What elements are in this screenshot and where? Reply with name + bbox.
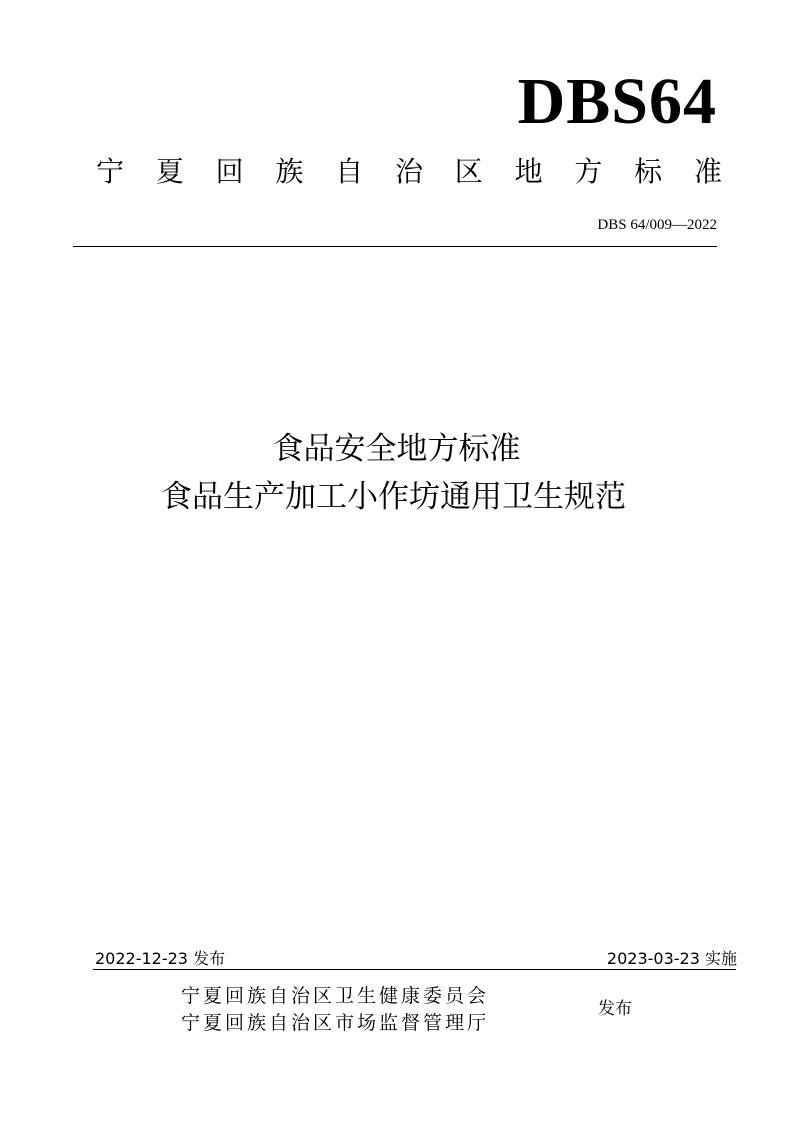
document-title-line-1: 食品安全地方标准 [272, 431, 521, 467]
standard-category: 宁夏回族自治区地方标准 [96, 155, 722, 188]
issuer-market-regulation: 宁夏回族自治区市场监督管理厅 [181, 1012, 490, 1034]
issuer-health-commission: 宁夏回族自治区卫生健康委员会 [181, 985, 490, 1007]
standard-code: DBS 64/009—2022 [597, 217, 717, 233]
issue-date: 2022-12-23 发布 [95, 949, 226, 968]
footer-divider [93, 969, 736, 970]
implement-date: 2023-03-23 实施 [606, 949, 737, 968]
standard-logo: DBS64 [517, 65, 717, 138]
header-divider [73, 246, 717, 247]
document-title-line-2: 食品生产加工小作坊通用卫生规范 [161, 479, 626, 515]
publish-label: 发布 [598, 999, 632, 1019]
